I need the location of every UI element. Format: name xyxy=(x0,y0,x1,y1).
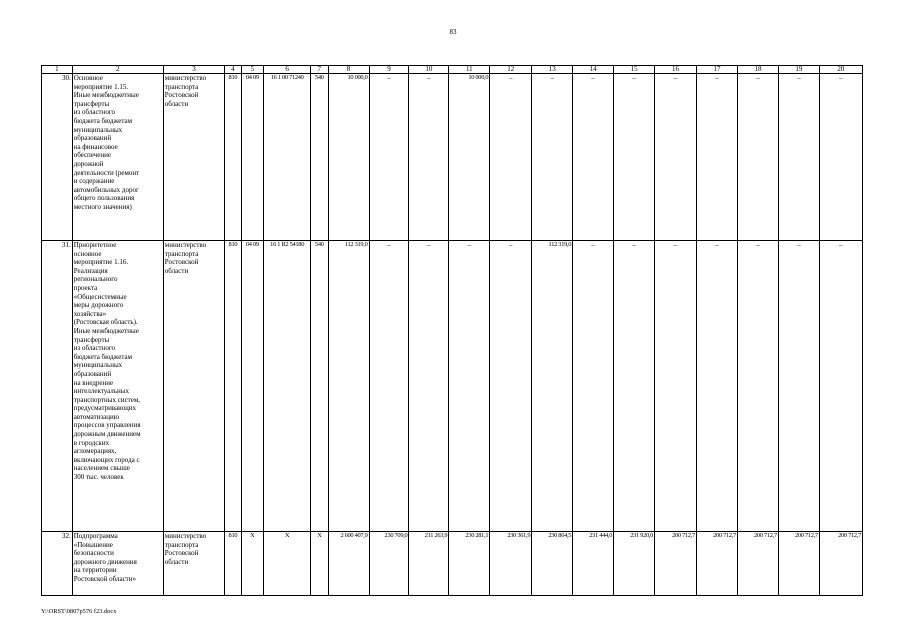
header-row xyxy=(42,66,863,74)
column-header: 16 xyxy=(655,66,697,74)
year-value: – xyxy=(532,74,573,241)
year-value: – xyxy=(409,74,449,241)
year-value: – xyxy=(737,241,778,532)
csr-code: Х xyxy=(264,532,311,596)
year-value: – xyxy=(490,241,532,532)
rzpr-code: Х xyxy=(241,532,264,596)
column-header: 19 xyxy=(778,66,819,74)
year-value: – xyxy=(614,241,655,532)
year-value: 10 000,0 xyxy=(449,74,490,241)
grbs-code: 810 xyxy=(225,241,241,532)
year-value: – xyxy=(490,74,532,241)
year-value: 231 920,0 xyxy=(614,532,655,596)
vr-code: 540 xyxy=(311,241,328,532)
year-value: – xyxy=(573,74,614,241)
table-row xyxy=(42,74,863,241)
year-value: 230 709,0 xyxy=(369,532,409,596)
year-value: – xyxy=(819,241,862,532)
year-value: – xyxy=(614,74,655,241)
column-header: 14 xyxy=(573,66,614,74)
column-header: 8 xyxy=(328,66,369,74)
year-value: – xyxy=(573,241,614,532)
executor: министерство транспорта Ростовской области xyxy=(163,532,224,596)
year-value: – xyxy=(409,241,449,532)
column-header: 4 xyxy=(225,66,241,74)
year-value: – xyxy=(655,74,697,241)
budget-table xyxy=(41,65,863,596)
year-value: 200 712,7 xyxy=(655,532,697,596)
column-header: 18 xyxy=(737,66,778,74)
year-value: 230 864,5 xyxy=(532,532,573,596)
year-value: 230 281,1 xyxy=(449,532,490,596)
year-value: 200 712,7 xyxy=(819,532,862,596)
activity-name: Приоритетное основное мероприятие 1.16. Реализация регионального проекта «Общесистемные меры дорожного хозяйства» (Ростовская область). Иные межбюджетные трансферты из областного бюджета бюджетам муниципальных образований на внедрение интеллектуальных транспортных систем, предусматривающих автоматизацию процессов управления дорожным движением в городских агломерациях, включающих города с населением свыше 300 тыс. человек xyxy=(72,241,163,532)
grbs-code: 810 xyxy=(225,532,241,596)
column-header: 2 xyxy=(72,66,163,74)
executor: министерство транспорта Ростовской области xyxy=(163,241,224,532)
year-value: – xyxy=(778,241,819,532)
column-header: 12 xyxy=(490,66,532,74)
year-value: – xyxy=(449,241,490,532)
column-header: 5 xyxy=(241,66,264,74)
page-number: 83 xyxy=(449,28,457,36)
year-value: – xyxy=(737,74,778,241)
year-value: – xyxy=(369,241,409,532)
rzpr-code: 04 09 xyxy=(241,241,264,532)
year-value: – xyxy=(778,74,819,241)
executor: министерство транспорта Ростовской области xyxy=(163,74,224,241)
year-value: 211 263,9 xyxy=(409,532,449,596)
column-header: 6 xyxy=(264,66,311,74)
total-value: 112 319,0 xyxy=(328,241,369,532)
year-value: – xyxy=(369,74,409,241)
vr-code: Х xyxy=(311,532,328,596)
column-header: 10 xyxy=(409,66,449,74)
year-value: 200 712,7 xyxy=(778,532,819,596)
rzpr-code: 04 09 xyxy=(241,74,264,241)
column-header: 9 xyxy=(369,66,409,74)
row-number: 32. xyxy=(42,532,73,596)
vr-code: 540 xyxy=(311,74,328,241)
table-row xyxy=(42,241,863,532)
year-value: – xyxy=(697,74,738,241)
file-path-footer: Y:\ORST\0807p576 f23.docx xyxy=(41,608,117,615)
column-header: 7 xyxy=(311,66,328,74)
year-value: 112 319,0 xyxy=(532,241,573,532)
year-value: 200 712,7 xyxy=(697,532,738,596)
column-header: 11 xyxy=(449,66,490,74)
column-header: 13 xyxy=(532,66,573,74)
total-value: 2 600 407,9 xyxy=(328,532,369,596)
column-header: 17 xyxy=(697,66,738,74)
year-value: 230 361,9 xyxy=(490,532,532,596)
grbs-code: 810 xyxy=(225,74,241,241)
csr-code: 16 1 R2 54180 xyxy=(264,241,311,532)
total-value: 10 000,0 xyxy=(328,74,369,241)
row-number: 30. xyxy=(42,74,73,241)
column-header: 15 xyxy=(614,66,655,74)
table-row xyxy=(42,532,863,596)
column-header: 1 xyxy=(42,66,73,74)
column-header: 3 xyxy=(163,66,224,74)
year-value: 200 712,7 xyxy=(737,532,778,596)
year-value: – xyxy=(697,241,738,532)
activity-name: Основное мероприятие 1.15. Иные межбюджетные трансферты из областного бюджета бюджетам муниципальных образований на финансовое обеспечение дорожной деятельности (ремонт и содержание автомобильных дорог общего пользования местного значения) xyxy=(72,74,163,241)
column-header: 20 xyxy=(819,66,862,74)
year-value: – xyxy=(819,74,862,241)
row-number: 31. xyxy=(42,241,73,532)
year-value: 231 444,0 xyxy=(573,532,614,596)
activity-name: Подпрограмма «Повышение безопасности дорожного движения на территории Ростовской области» xyxy=(72,532,163,596)
year-value: – xyxy=(655,241,697,532)
csr-code: 16 1 00 71240 xyxy=(264,74,311,241)
